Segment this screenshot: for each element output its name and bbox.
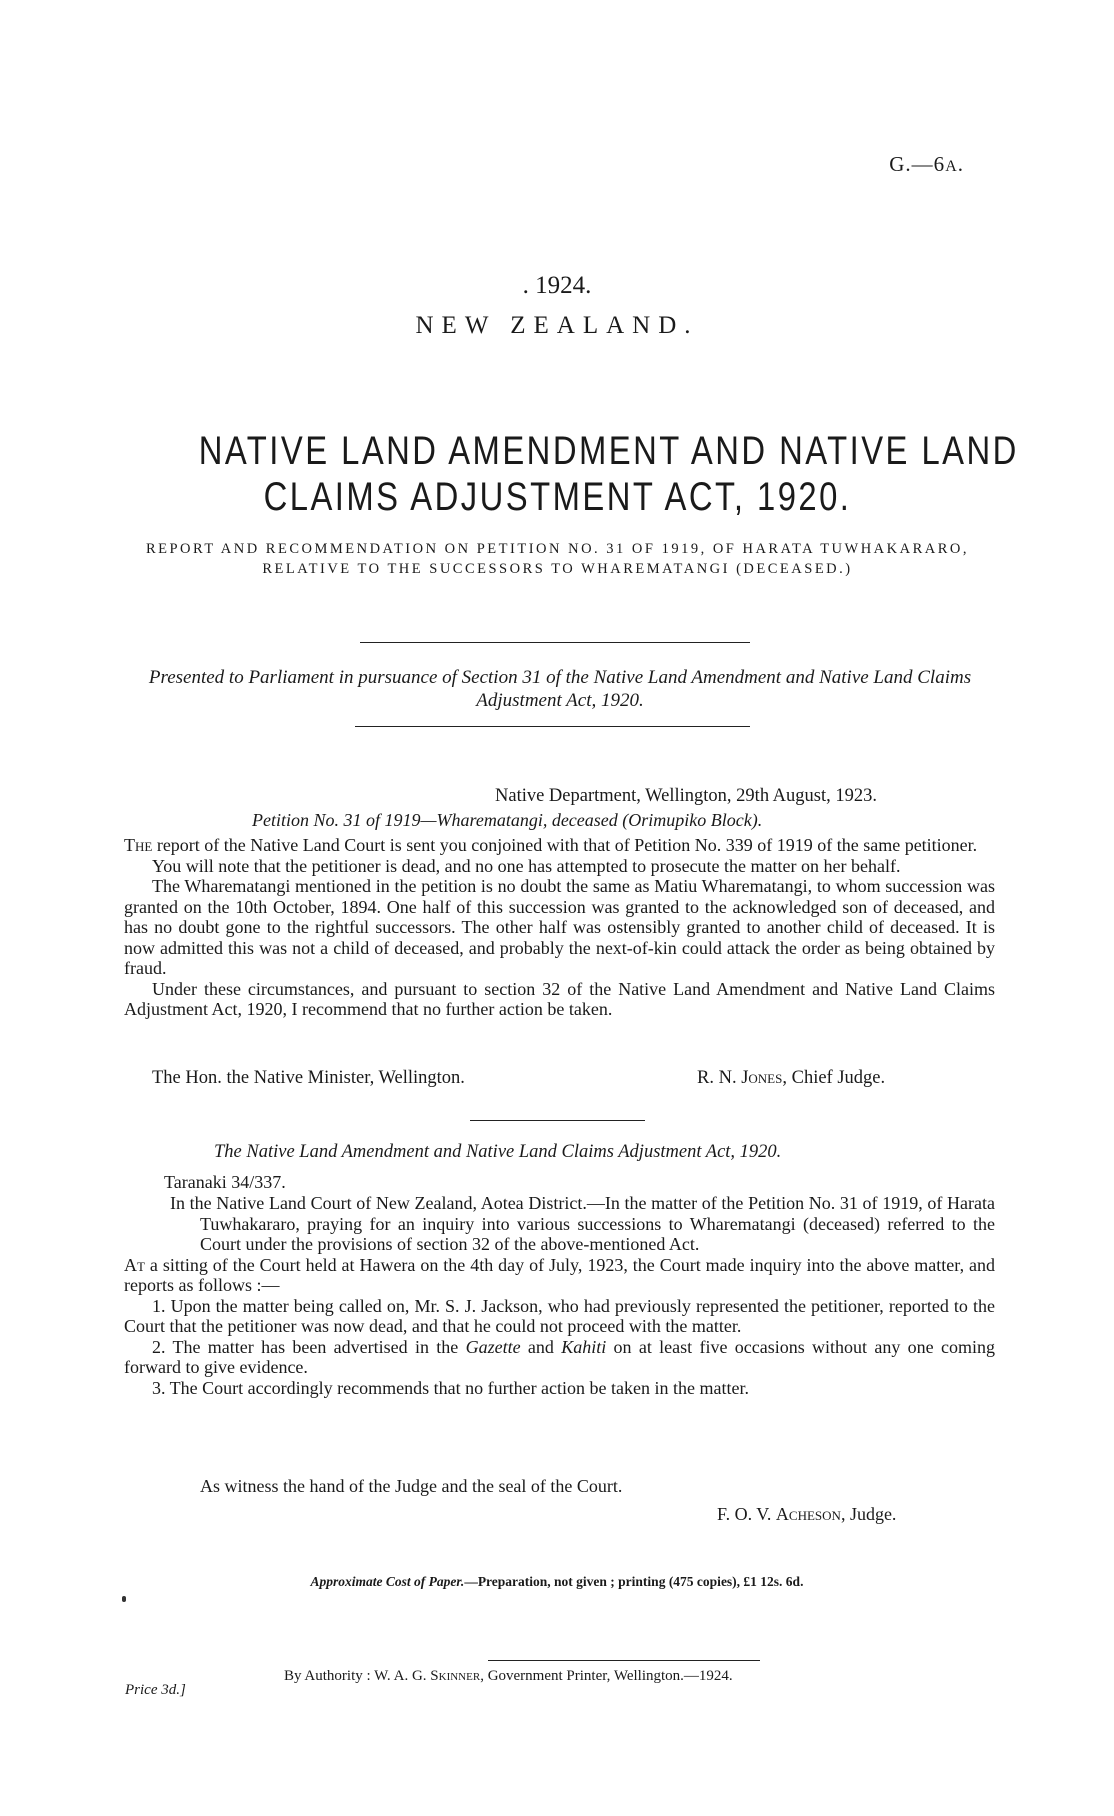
letter-signatory: R. N. Jones, Chief Judge. (697, 1068, 886, 1088)
price: Price 3d.] (125, 1682, 186, 1698)
divider-presented (355, 726, 750, 727)
subtitle-line-2: RELATIVE TO THE SUCCESSORS TO WHAREMATANGI (DECEASED.) (262, 561, 853, 577)
court-witness: As witness the hand of the Judge and the seal of the Court. (200, 1476, 623, 1496)
letter-dateline: Native Department, Wellington, 29th August, 1923. (495, 786, 877, 806)
letter-paragraph-1: The report of the Native Land Court is sent you conjoined with that of Petition No. 339 of 1919 of the same petitioner. (124, 835, 978, 855)
court-body (124, 1193, 995, 1398)
letter-paragraph-2: You will note that the petitioner is dead, and no one has attempted to prosecute the matter on her behalf. (152, 855, 901, 876)
presented-note: Presented to Parliament in pursuance of Section 31 of the Native Land Amendment and Native Land Claims Adjustment Act, 1920. (148, 667, 972, 711)
court-item-2: 2. The matter has been advertised in the Gazette and Kahiti on at least five occasions without any one coming forward to give evidence. (124, 1336, 995, 1377)
divider-footer (488, 1660, 760, 1661)
document-id: G.—6A. (889, 152, 964, 176)
letter-heading: Petition No. 31 of 1919—Wharematangi, deceased (Orimupiko Block). (252, 810, 763, 830)
court-item-1: 1. Upon the matter being called on, Mr. S. J. Jackson, who had previously represented the petitioner, reported to the Court that the petitioner was now dead, and that he could not proceed with the matter. (124, 1295, 995, 1336)
court-file-reference: Taranaki 34/337. (164, 1172, 286, 1192)
margin-dot (122, 1596, 126, 1602)
divider-middle (470, 1120, 645, 1121)
subtitle (120, 539, 995, 579)
cost-text: —Preparation, not given ; printing (475 copies), £1 12s. 6d. (464, 1574, 804, 1589)
letter-addressee: The Hon. the Native Minister, Wellington. (152, 1068, 465, 1088)
publication-year: . 1924. (522, 272, 592, 299)
court-act-heading: The Native Land Amendment and Native Land Claims Adjustment Act, 1920. (214, 1142, 782, 1162)
title-block (120, 428, 1019, 520)
cost-label: Approximate Cost of Paper. (310, 1574, 465, 1589)
divider-top (360, 642, 750, 643)
authority-line: By Authority : W. A. G. Skinner, Government Printer, Wellington.—1924. (284, 1668, 733, 1684)
letter-body (124, 835, 995, 1020)
court-item-3: 3. The Court accordingly recommends that no further action be taken in the matter. (152, 1377, 749, 1398)
letter-paragraph-3: The Wharematangi mentioned in the petition is no doubt the same as Matiu Wharematangi, to whom succession was granted on the 10th October, 1894. One half of this succession was granted to the acknowledged son of deceased, and has no doubt gone to the rightful successors. The other half was ostensibly granted to another child of deceased. It is now admitted this was not a child of deceased, and probably the next-of-kin could attack the order as being obtained by fraud. (124, 876, 995, 978)
title-line-2: CLAIMS ADJUSTMENT ACT, 1920. (263, 475, 852, 519)
subtitle-line-1: REPORT AND RECOMMENDATION ON PETITION NO. 31 OF 1919, OF HARATA TUWHAKARARO, (145, 541, 970, 557)
court-signatory: F. O. V. Acheson, Judge. (717, 1504, 897, 1524)
country-heading: NEW ZEALAND. (415, 312, 699, 339)
cost-note (0, 1574, 1114, 1590)
letter-paragraph-4: Under these circumstances, and pursuant to section 32 of the Native Land Amendment and Native Land Claims Adjustment Act, 1920, I recommend that no further action be taken. (124, 978, 995, 1019)
court-sitting: At a sitting of the Court held at Hawera on the 4th day of July, 1923, the Court made inquiry into the above matter, and reports as follows :— (124, 1254, 995, 1295)
title-line-1: NATIVE LAND AMENDMENT AND NATIVE LAND (198, 429, 1019, 473)
court-intro: In the Native Land Court of New Zealand, Aotea District.—In the matter of the Petition No. 31 of 1919, of Harata Tuwhakararo, praying for an inquiry into various successions to Wharematangi (deceased) referred to the Court under the provisions of section 32 of the above-mentioned Act. (170, 1193, 995, 1254)
